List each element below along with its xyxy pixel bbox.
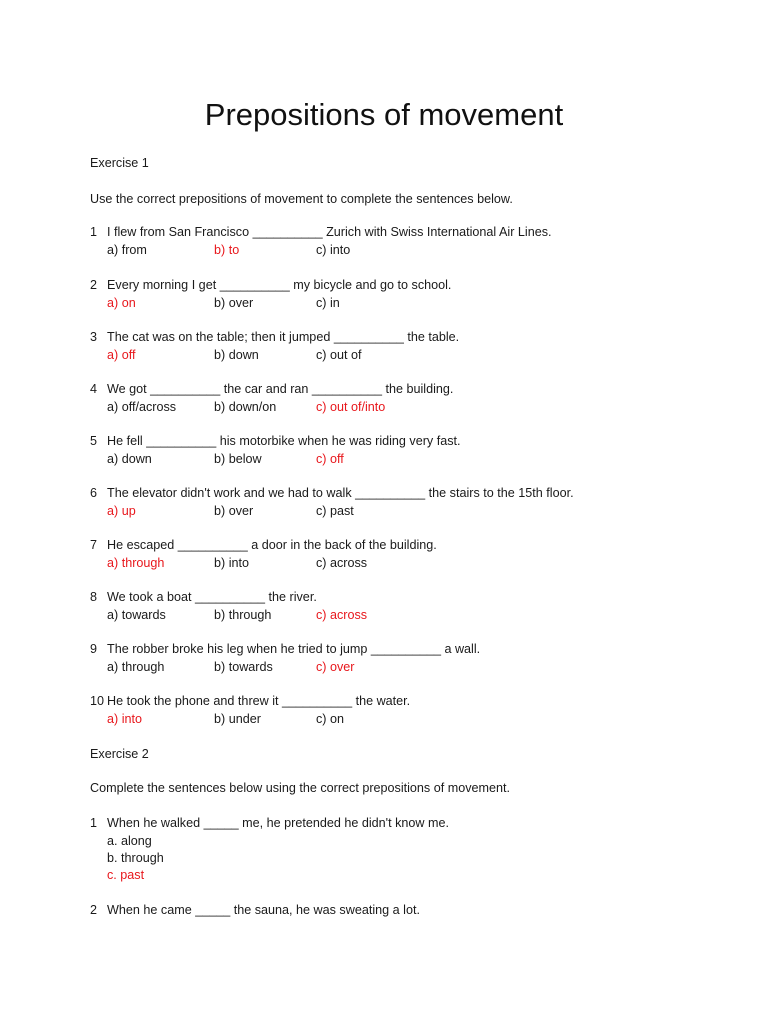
option: b) towards bbox=[214, 660, 273, 674]
option: a. along bbox=[107, 834, 152, 848]
option: b) into bbox=[214, 556, 250, 570]
correct-option: c) out of/into bbox=[316, 400, 386, 414]
correct-option: c. past bbox=[107, 868, 145, 882]
correct-option: a) off bbox=[107, 348, 136, 362]
question-text: Every morning I get __________ my bicycle and go to school. bbox=[107, 278, 452, 292]
option: c) into bbox=[316, 243, 351, 257]
correct-option: a) on bbox=[107, 296, 136, 310]
question-number: 6 bbox=[90, 486, 98, 500]
option: b) over bbox=[214, 504, 254, 518]
question-number: 1 bbox=[90, 816, 98, 830]
option: a) through bbox=[107, 660, 165, 674]
question-text: We took a boat __________ the river. bbox=[107, 590, 317, 604]
correct-option: c) over bbox=[316, 660, 355, 674]
correct-option: a) through bbox=[107, 556, 165, 570]
option: a) off/across bbox=[107, 400, 177, 414]
question-number: 8 bbox=[90, 590, 98, 604]
option: c) out of bbox=[316, 348, 362, 362]
question-text: He escaped __________ a door in the back of the building. bbox=[107, 538, 437, 552]
option: b) under bbox=[214, 712, 261, 726]
exercise2-heading: Exercise 2 bbox=[90, 747, 149, 761]
question-item bbox=[90, 815, 449, 884]
question-text: He took the phone and threw it __________ the water. bbox=[107, 694, 411, 708]
question-number: 4 bbox=[90, 382, 98, 396]
question-number: 1 bbox=[90, 225, 98, 239]
question-text: I flew from San Francisco __________ Zurich with Swiss International Air Lines. bbox=[107, 225, 552, 239]
option: b) over bbox=[214, 296, 254, 310]
exercise1-instructions: Use the correct prepositions of movement to complete the sentences below. bbox=[90, 192, 513, 206]
option: c) in bbox=[316, 296, 340, 310]
option: a) from bbox=[107, 243, 147, 257]
correct-option: c) off bbox=[316, 452, 344, 466]
question-text: The robber broke his leg when he tried to jump __________ a wall. bbox=[107, 642, 481, 656]
option: a) down bbox=[107, 452, 152, 466]
question-number: 9 bbox=[90, 642, 98, 656]
correct-option: b) to bbox=[214, 243, 240, 257]
exercise1-heading: Exercise 1 bbox=[90, 156, 149, 170]
question-text: We got __________ the car and ran __________ the building. bbox=[107, 382, 454, 396]
option: b) through bbox=[214, 608, 272, 622]
option: b) below bbox=[214, 452, 262, 466]
question-number: 7 bbox=[90, 538, 98, 552]
correct-option: a) up bbox=[107, 504, 136, 518]
question-number: 2 bbox=[90, 278, 98, 292]
question-text: When he came _____ the sauna, he was sweating a lot. bbox=[107, 903, 420, 917]
question-text: When he walked _____ me, he pretended he didn't know me. bbox=[107, 816, 449, 830]
question-number: 3 bbox=[90, 330, 98, 344]
question-text: The elevator didn't work and we had to walk __________ the stairs to the 15th floor. bbox=[107, 486, 574, 500]
question-text: The cat was on the table; then it jumped __________ the table. bbox=[107, 330, 460, 344]
option: c) on bbox=[316, 712, 344, 726]
options-list bbox=[90, 833, 164, 884]
question-text: He fell __________ his motorbike when he was riding very fast. bbox=[107, 434, 461, 448]
option: b. through bbox=[107, 851, 164, 865]
option: a) towards bbox=[107, 608, 166, 622]
option: b) down bbox=[214, 348, 259, 362]
option: c) across bbox=[316, 556, 368, 570]
question-number: 5 bbox=[90, 434, 98, 448]
question-number: 2 bbox=[90, 903, 98, 917]
correct-option: c) across bbox=[316, 608, 368, 622]
question-number: 10 bbox=[90, 694, 105, 708]
page-title: Prepositions of movement bbox=[204, 97, 564, 132]
question-line bbox=[90, 815, 449, 833]
exercise2-instructions: Complete the sentences below using the correct prepositions of movement. bbox=[90, 781, 511, 795]
option: b) down/on bbox=[214, 400, 277, 414]
option: c) past bbox=[316, 504, 354, 518]
correct-option: a) into bbox=[107, 712, 143, 726]
